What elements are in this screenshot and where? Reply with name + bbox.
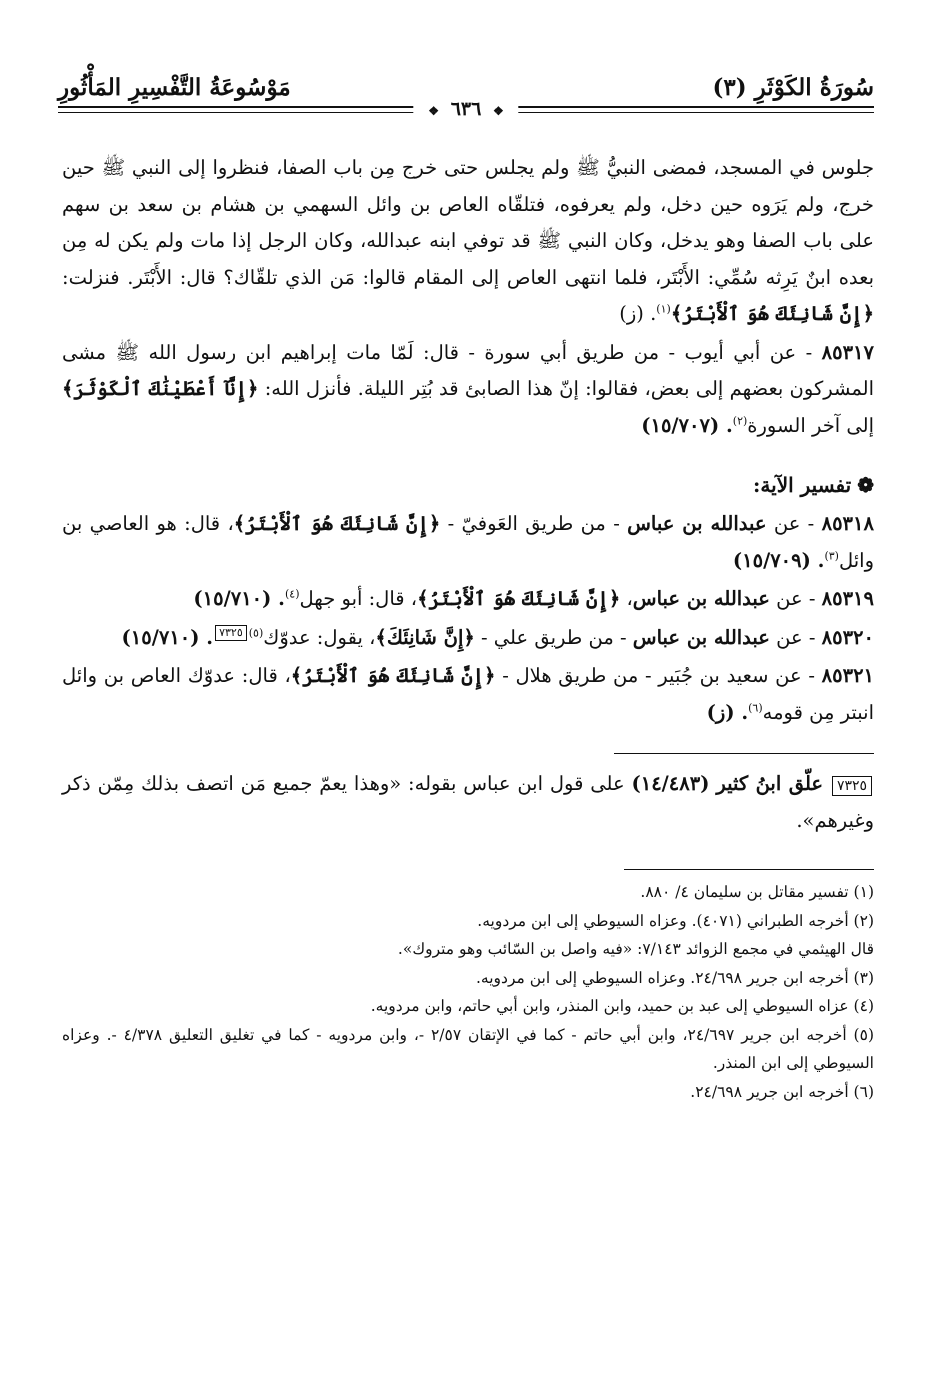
- footnote-ref: (٤): [284, 587, 300, 601]
- footnote-ref: (٥): [248, 626, 264, 639]
- footnote: (٢) أخرجه الطبراني (٤٠٧١). وعزاه السيوطي إلى ابن مردويه.: [477, 911, 874, 930]
- footnote: (٤) عزاه السيوطي إلى عبد بن حميد، وابن المنذر، وابن أبي حاتم، وابن مردويه.: [370, 997, 874, 1015]
- footnote: (٥) أخرجه ابن جرير ٢٤/٦٩٧، وابن أبي حاتم - كما في الإتقان ٢/٥٧ -، وابن مردويه - كما في تغليق التعليق ٤/٣٧٨ -. وعزاه السيوطي إلى ابن المنذر.: [62, 1025, 874, 1072]
- footnote: (٣) أخرجه ابن جرير ٢٤/٦٩٨. وعزاه السيوطي إلى ابن مردويه.: [476, 968, 874, 987]
- narration-number: ٨٥٣١٩: [821, 587, 874, 610]
- narration-chain: ،: [626, 587, 633, 610]
- commentary-note: [62, 766, 874, 839]
- footnote-separator: [624, 869, 874, 870]
- footnote-ref: (٢): [732, 414, 748, 427]
- narration-number: ٨٥٣١٧: [821, 340, 874, 364]
- narration-number: ٨٥٣١٨: [821, 512, 874, 535]
- paragraph-text: جلوس في المسجد، فمضى النبيُّ ﷺ ولم يجلس حتى خرج مِن باب الصفا، فنظروا إلى النبي ﷺ حين خرج، ولم يَرَوه حين دخل، ولم يعرفوه، فتلقّاه العاص بن وائل السهمي بن هشام بن سعد بن سهم على باب الصفا وهو يدخل، وكان النبي ﷺ قد توفي ابنه عبدالله، وكان الرجل إذا مات ولم يكن له مِن بعده ابنٌ يَرِثه سُمِّي: الأَبْتَر، فلما انتهى العاص إلى المقام قالوا: مَن الذي تلقّاك؟ قال: الأَبْتَر. فنزلت:: [62, 156, 874, 289]
- flower-icon: ❁: [857, 473, 874, 497]
- narration-body: ، قال: أبو جهل: [299, 587, 418, 610]
- page-header: [58, 68, 874, 128]
- narration-chain: - من طريق هلال -: [502, 664, 652, 687]
- narration-chain: - من طريق علي -: [481, 625, 627, 649]
- narration-entry: [62, 581, 874, 618]
- commentary-box-label: ٧٣٢٥: [832, 776, 872, 796]
- page-number-block: [413, 98, 518, 120]
- narration-prefix: - عن: [776, 625, 816, 649]
- narrator-name: عبدالله بن عباس: [627, 512, 767, 535]
- narration-prefix: - عن: [773, 512, 815, 535]
- section-heading: [62, 468, 874, 502]
- narration-prefix: - عن: [776, 587, 816, 610]
- ornament-icon: ❖: [428, 104, 440, 118]
- commentary-text: على قول ابن عباس بقوله: «وهذا يعمّ جميع مَن اتصف بذلك مِمّن ذكر وغيرهم».: [62, 772, 874, 832]
- narrator-name: عبدالله بن عباس: [632, 587, 770, 610]
- narration-after: إلى آخر السورة: [747, 413, 874, 437]
- narration-body: ، يقول: عدوّك: [263, 625, 376, 649]
- footnotes: [62, 878, 874, 1106]
- footnote-ref: (٣): [824, 549, 839, 562]
- narrator-name: سعيد بن جُبَير: [658, 664, 769, 687]
- commentary-box-ref: ٧٣٢٥: [215, 625, 247, 641]
- commentary-separator: [614, 753, 874, 754]
- narration-prefix: - عن: [775, 664, 815, 687]
- footnote-ref: (٦): [748, 701, 763, 714]
- quran-verse: ﴿إِنَّ شَانِئَكَ هُوَ ٱلْأَبْتَرُ﴾: [233, 512, 441, 535]
- volume-reference: . (١٥/٧٠٧): [641, 413, 733, 437]
- surah-title: سُورَةُ الكَوْثَرِ (٣): [712, 74, 874, 101]
- quran-verse: ﴿إِنَّ شَانِئَكَ هُوَ ٱلْأَبْتَرُ﴾: [670, 302, 874, 325]
- page-body: [62, 150, 874, 1106]
- volume-reference: . (ز): [706, 700, 749, 724]
- volume-reference: . (١٥/٧٠٩): [732, 548, 825, 572]
- page-number: ٦٣٦: [450, 98, 482, 120]
- narration-number: ٨٥٣٢١: [821, 664, 875, 687]
- narration-paragraph: [62, 335, 874, 445]
- narration-body: ، قال: هو العاصي بن وائل: [62, 512, 874, 572]
- narration-text: - عن أبي أيوب - من طريق أبي سورة - قال: لَمّا مات إبراهيم ابن رسول الله ﷺ مشى المشركون بعضهم إلى بعض، فقالوا: إنّ هذا الصابئ قد بُتِر الليلة. فأنزل الله:: [62, 340, 875, 400]
- source-mark: . (ز): [619, 302, 657, 325]
- narration-body: ، قال: عدوّك العاص بن وائل انبتر مِن قومه: [62, 664, 874, 724]
- volume-reference: . (١٥/٧١٠): [193, 587, 285, 610]
- footnote: (٦) أخرجه ابن جرير ٢٤/٦٩٨.: [690, 1082, 874, 1101]
- narration-number: ٨٥٣٢٠: [821, 625, 874, 649]
- quran-verse: ﴿إِنَّآ أَعْطَيْنَٰكَ ٱلْكَوْثَرَ﴾: [62, 377, 259, 400]
- narration-entry: [62, 620, 874, 657]
- ornament-icon: ❖: [492, 104, 504, 118]
- paragraph-continuation: [62, 150, 874, 333]
- footnote-ref: (١): [656, 302, 671, 316]
- commentary-source: (١٤/٤٨٣): [631, 772, 710, 795]
- quran-verse: ﴿إِنَّ شَانِئَكَ هُوَ ٱلْأَبْتَرُ﴾: [290, 664, 496, 687]
- commentary-author: علّق ابنُ كثير: [716, 772, 824, 795]
- narration-entry: [62, 506, 874, 579]
- section-title-text: تفسير الآية:: [753, 473, 852, 497]
- narration-chain: - من طريق العَوفيّ -: [447, 512, 620, 535]
- volume-reference: . (١٥/٧١٠): [121, 625, 214, 649]
- quran-verse: ﴿إِنَّ شَانِئَكَ﴾: [375, 625, 475, 649]
- narration-entry: [62, 658, 874, 731]
- narrator-name: عبدالله بن عباس: [632, 625, 770, 649]
- quran-verse: ﴿إِنَّ شَانِئَكَ هُوَ ٱلْأَبْتَرُ﴾: [417, 587, 621, 610]
- book-title: مَوْسُوعَةُ التَّفْسِيرِ المَأْثُورِ: [58, 74, 291, 101]
- footnote: قال الهيثمي في مجمع الزوائد ٧/١٤٣: «فيه واصل بن السّائب وهو متروك».: [397, 940, 874, 958]
- footnote: (١) تفسير مقاتل بن سليمان ٤/ ٨٨٠.: [640, 883, 874, 901]
